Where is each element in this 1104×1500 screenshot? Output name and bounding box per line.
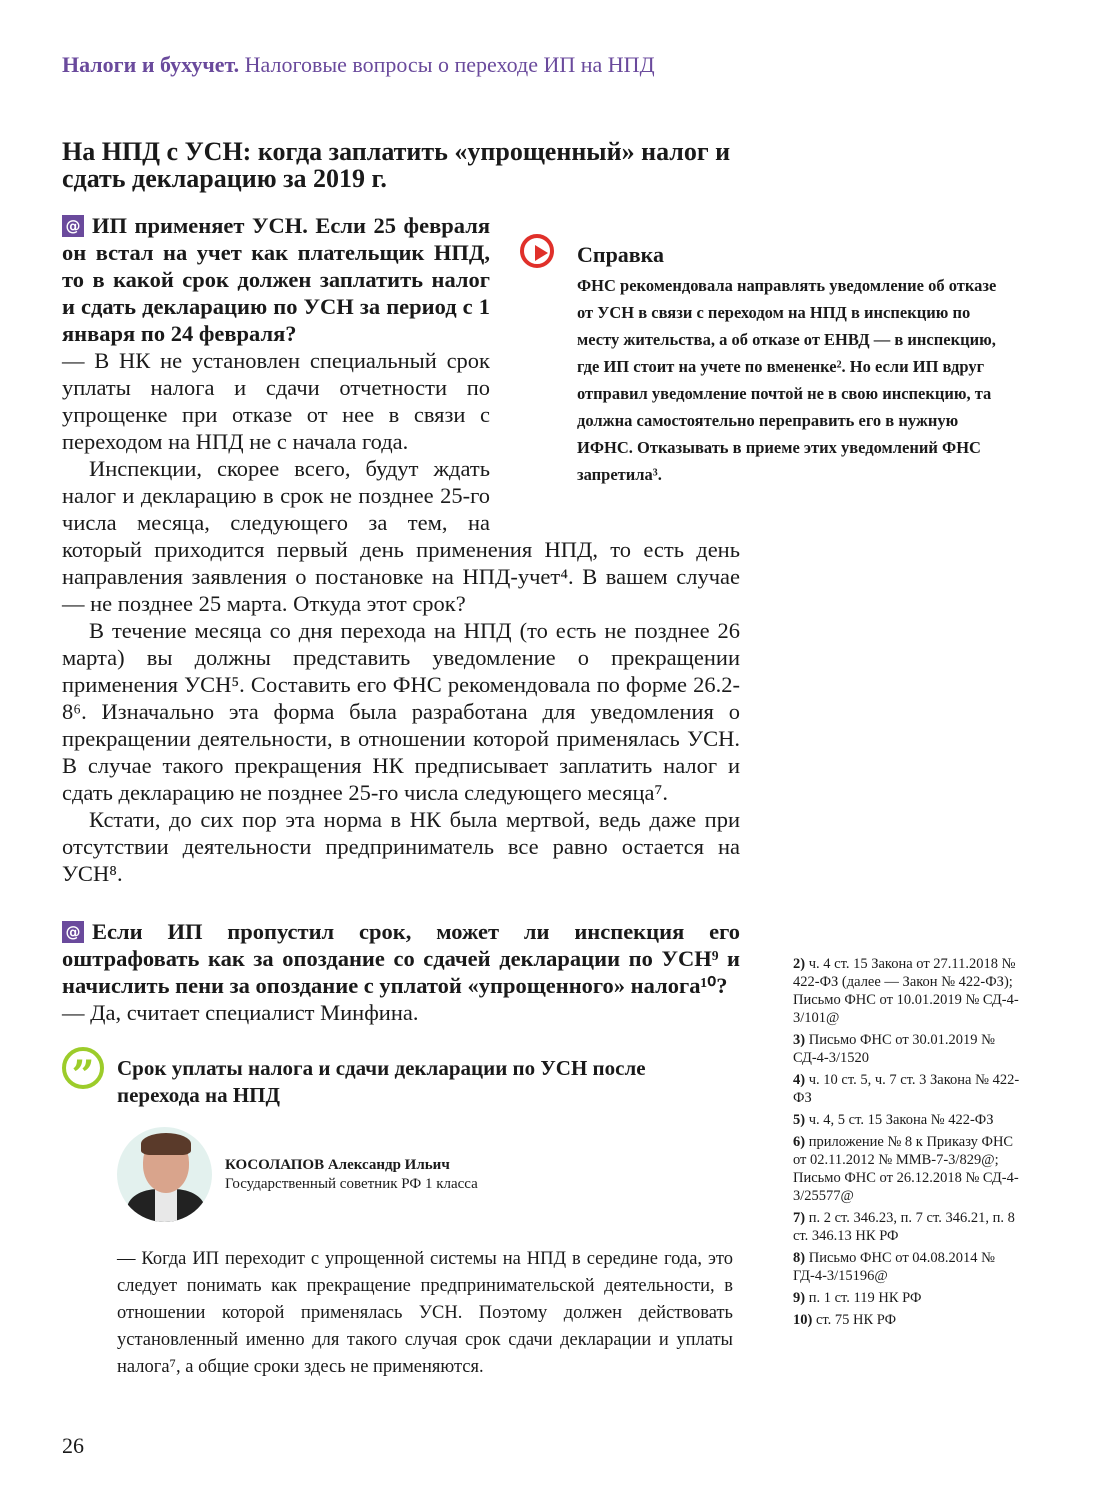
- answer-paragraph: — В НК не установлен специальный срок уплаты налога и сдачи отчетности по упрощенке при отказе от нее в связи с переходом на НПД не с начала года.: [62, 348, 490, 454]
- footnote-number: 8): [793, 1250, 806, 1266]
- avatar-shirt: [155, 1189, 177, 1222]
- page-number: 26: [62, 1433, 84, 1458]
- question-2: [62, 918, 740, 999]
- question-1-text: ИП применяет УСН. Если 25 февраля он встал на учет как плательщик НПД, то в какой срок должен заплатить налог и сдать декларацию по УСН за период с 1 января по 24 февраля?: [62, 213, 490, 346]
- footnote-number: 5): [793, 1112, 806, 1128]
- footnote-text: ч. 4 ст. 15 Закона от 27.11.2018 № 422-ФЗ (далее — Закон № 422-ФЗ); Письмо ФНС от 10.01.2019 № СД-4-3/101@: [793, 956, 1019, 1026]
- footnote: [793, 1209, 1023, 1245]
- footnote: [793, 1071, 1023, 1107]
- footnote: [793, 1111, 1023, 1129]
- sidebar-text: ФНС рекомендовала направлять уведомление об отказе от УСН в связи с переходом на НПД в инспекцию по месту жительства, а об отказе от ЕНВД — в инспекцию, где ИП стоит на учете по вмененке². Но если ИП вдруг отправил уведомление почтой не в свою инспекцию, та должна самостоятельно переправить его в нужную ИФНС. Отказывать в приеме этих уведомлений ФНС запретила³.: [577, 276, 997, 484]
- footnote-text: ст. 75 НК РФ: [815, 1312, 897, 1328]
- question-2-text: Если ИП пропустил срок, может ли инспекция его оштрафовать как за опоздание со сдачей декларации по УСН⁹ и начислить пени за опоздание с уплатой «упрощенного» налога¹⁰?: [62, 919, 740, 998]
- footnote-number: 3): [793, 1032, 806, 1048]
- footnote-text: ч. 4, 5 ст. 15 Закона № 422-ФЗ: [808, 1112, 994, 1128]
- expert-avatar: [117, 1127, 212, 1222]
- footnote-text: приложение № 8 к Приказу ФНС от 02.11.2012 № ММВ-7-3/829@; Письмо ФНС от 26.12.2018 № СД-4-3/25577@: [793, 1134, 1019, 1204]
- avatar-hair: [141, 1133, 191, 1155]
- footnote-number: 6): [793, 1134, 806, 1150]
- play-icon: [520, 234, 554, 268]
- quote-icon: ”: [62, 1047, 104, 1089]
- footnote-number: 2): [793, 956, 806, 972]
- footnote-text: ч. 10 ст. 5, ч. 7 ст. 3 Закона № 422-ФЗ: [793, 1072, 1020, 1106]
- answer-paragraph: Кстати, до сих пор эта норма в НК была мертвой, ведь даже при отсутствии деятельности предприниматель все равно остается на УСН⁸.: [62, 807, 740, 886]
- footnote: [793, 1311, 1023, 1329]
- section-subtitle: Налоговые вопросы о переходе ИП на НПД: [244, 52, 655, 77]
- running-header: [62, 52, 655, 78]
- footnote-text: Письмо ФНС от 04.08.2014 № ГД-4-3/15196@: [793, 1250, 996, 1284]
- opinion-text: — Когда ИП переходит с упрощенной системы на НПД в середине года, это следует понимать как прекращение предпринимательской деятельности, в отношении которой применялась УСН. Поэтому должен действовать установленный именно для такого случая срок сдачи декларации и уплаты налога⁷, а общие сроки здесь не применяются.: [117, 1249, 733, 1377]
- opinion-title: Срок уплаты налога и сдачи декларации по УСН после перехода на НПД: [117, 1056, 646, 1107]
- footnote: [793, 1249, 1023, 1285]
- question-2-block: [62, 918, 740, 1026]
- footnote: [793, 1289, 1023, 1307]
- sidebar-title: Справка: [577, 242, 665, 267]
- email-question-icon: @: [62, 921, 84, 943]
- footnote: [793, 1031, 1023, 1067]
- section-name: Налоги и бухучет.: [62, 52, 240, 77]
- footnote-text: п. 1 ст. 119 НК РФ: [808, 1290, 922, 1306]
- footnote-number: 7): [793, 1210, 806, 1226]
- answer-paragraph: В течение месяца со дня перехода на НПД (то есть не позднее 26 марта) вы должны представить уведомление о прекращении применения УСН⁵. Составить его ФНС рекомендовала по форме 26.2-8⁶. Изначально эта форма была разработана для уведомления о прекращении деятельности, в отношении которой применялась УСН. В случае такого прекращения НК предписывает заплатить налог и сдать декларацию не позднее 25-го числа следующего месяца⁷.: [62, 618, 740, 805]
- footnote-text: Письмо ФНС от 30.01.2019 № СД-4-3/1520: [793, 1032, 996, 1066]
- answer-paragraph: Инспекции, скорее всего, будут ждать налог и декларацию в срок не позднее 25-го числа месяца, следующего за тем, на который приходится первый день применения НПД, то есть день направления заявления о постановке на НПД-учет⁴. В вашем случае — не позднее 25 марта. Откуда этот срок?: [62, 456, 740, 616]
- footnote-text: п. 2 ст. 346.23, п. 7 ст. 346.21, п. 8 ст. 346.13 НК РФ: [793, 1210, 1015, 1244]
- footnote-number: 4): [793, 1072, 806, 1088]
- footnotes: [793, 955, 1023, 1333]
- expert-name: КОСОЛАПОВ Александр Ильич: [225, 1157, 450, 1173]
- footnote: [793, 955, 1023, 1027]
- article-title: На НПД с УСН: когда заплатить «упрощенный» налог и сдать декларацию за 2019 г.: [62, 137, 731, 193]
- footnote-number: 9): [793, 1290, 806, 1306]
- email-question-icon: @: [62, 215, 84, 237]
- footnote-number: 10): [793, 1312, 813, 1328]
- answer-2: — Да, считает специалист Минфина.: [62, 1000, 419, 1025]
- expert-role: Государственный советник РФ 1 класса: [225, 1176, 478, 1192]
- footnote: [793, 1133, 1023, 1205]
